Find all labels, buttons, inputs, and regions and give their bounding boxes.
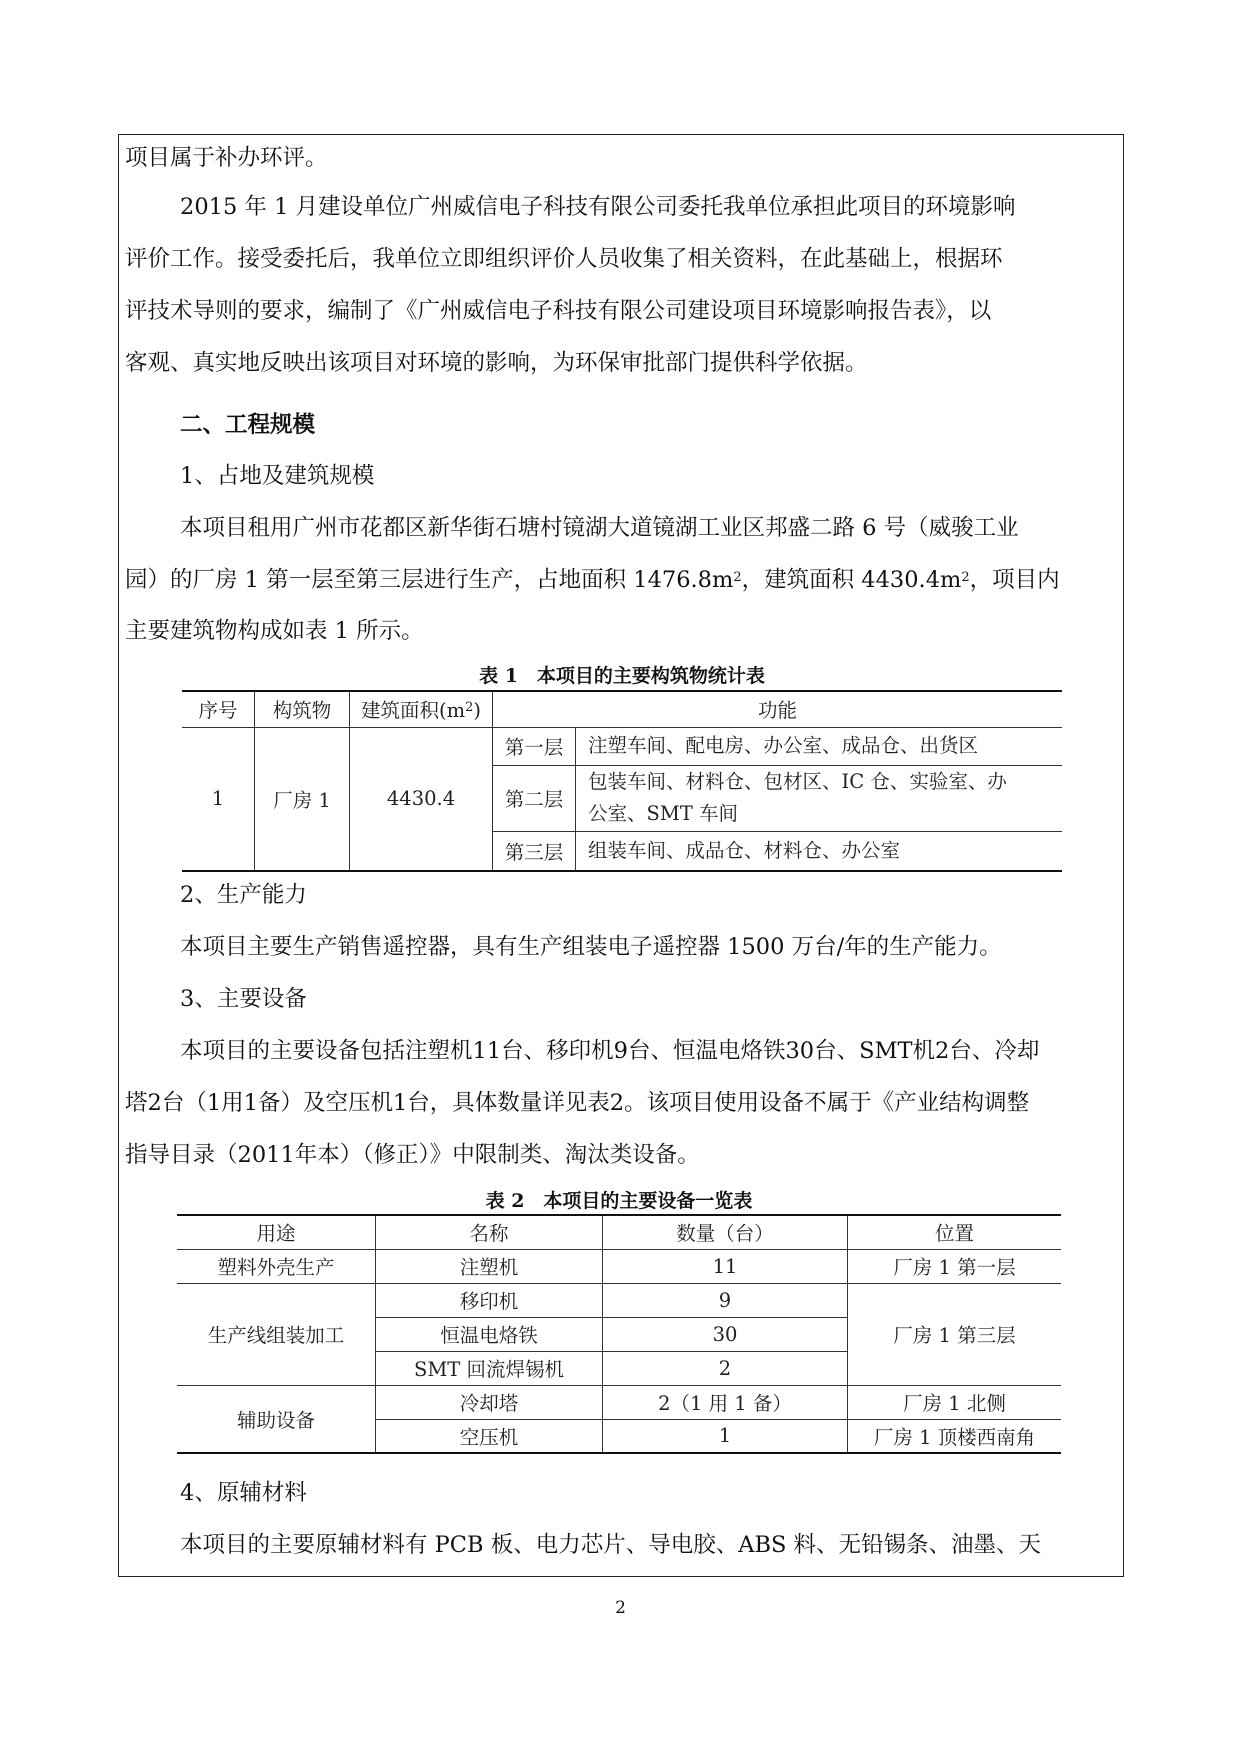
table-cell: 1	[182, 727, 255, 871]
structures-table	[182, 690, 1062, 872]
table-cell: 冷却塔	[376, 1385, 603, 1419]
subsection-heading: 1、占地及建筑规模	[180, 463, 375, 489]
table-cell: 恒温电烙铁	[376, 1317, 603, 1351]
table2-header: 用途	[177, 1215, 376, 1249]
paragraph-line: 塔2台（1用1备）及空压机1台，具体数量详见表2。该项目使用设备不属于《产业结构调整	[125, 1090, 1030, 1116]
table-cell: 2（1 用 1 备）	[603, 1385, 848, 1419]
table-cell: 辅助设备	[177, 1385, 376, 1453]
table-cell: 第一层	[493, 727, 576, 765]
table-cell: 移印机	[376, 1283, 603, 1317]
paragraph-line: 主要建筑物构成如表 1 所示。	[125, 618, 424, 644]
table2-caption: 表 2 本项目的主要设备一览表	[485, 1190, 753, 1212]
table-cell: 厂房 1 北侧	[848, 1385, 1062, 1419]
table-cell: 厂房 1 顶楼西南角	[848, 1419, 1062, 1453]
table-cell: 第三层	[493, 831, 576, 871]
table-cell: 厂房 1	[255, 727, 350, 871]
paragraph-line: 本项目主要生产销售遥控器，具有生产组装电子遥控器 1500 万台/年的生产能力。	[180, 934, 1002, 960]
paragraph-line: 本项目的主要设备包括注塑机11台、移印机9台、恒温电烙铁30台、SMT机2台、冷却	[180, 1038, 1040, 1064]
paragraph-line: 2015 年 1 月建设单位广州威信电子科技有限公司委托我单位承担此项目的环境影响	[180, 194, 1016, 220]
table-cell: 生产线组装加工	[177, 1283, 376, 1385]
table2-header: 数量（台）	[603, 1215, 848, 1249]
table1-header: 构筑物	[255, 691, 350, 727]
paragraph-line: 项目属于补办环评。	[125, 145, 328, 171]
equipment-table	[177, 1214, 1061, 1454]
table-cell: 4430.4	[350, 727, 493, 871]
table1-header: 功能	[493, 691, 1063, 727]
table-cell: 11	[603, 1249, 848, 1283]
paragraph-line: 评技术导则的要求，编制了《广州威信电子科技有限公司建设项目环境影响报告表》，以	[125, 298, 992, 324]
table-cell: 厂房 1 第一层	[848, 1249, 1062, 1283]
table-cell: 组装车间、成品仓、材料仓、办公室	[576, 831, 1063, 871]
paragraph-line: 客观、真实地反映出该项目对环境的影响，为环保审批部门提供科学依据。	[125, 350, 868, 376]
table-cell: 空压机	[376, 1419, 603, 1453]
table1-header: 建筑面积$(m^2)$	[350, 691, 493, 727]
paragraph-line: 园）的厂房 1 第一层至第三层进行生产，占地面积 $1476.8m^2$，建筑面积 $4430.4m^2$，项目内	[125, 567, 1060, 593]
table-cell: 包装车间、材料仓、包材区、IC 仓、实验室、办 公室、SMT 车间	[576, 765, 1063, 831]
paragraph-line: 指导目录（2011年本）（修正）》中限制类、淘汰类设备。	[125, 1142, 700, 1168]
table2-header: 位置	[848, 1215, 1062, 1249]
table2-header: 名称	[376, 1215, 603, 1249]
subsection-heading: 2、生产能力	[180, 882, 307, 908]
table-cell: 塑料外壳生产	[177, 1249, 376, 1283]
table-cell: 第二层	[493, 765, 576, 831]
table-cell: 1	[603, 1419, 848, 1453]
paragraph-line: 本项目的主要原辅材料有 PCB 板、电力芯片、导电胶、ABS 料、无铅锡条、油墨、天	[180, 1532, 1042, 1558]
paragraph-line: 本项目租用广州市花都区新华街石塘村镜湖大道镜湖工业区邦盛二路 6 号（威骏工业	[180, 515, 1019, 541]
page-number: 2	[615, 1598, 626, 1618]
table-cell: 2	[603, 1351, 848, 1385]
table-cell: 30	[603, 1317, 848, 1351]
table1-header: 序号	[182, 691, 255, 727]
table-cell: 注塑机	[376, 1249, 603, 1283]
table-cell: 9	[603, 1283, 848, 1317]
section-heading: 二、工程规模	[180, 412, 316, 438]
subsection-heading: 3、主要设备	[180, 986, 307, 1012]
table-cell: SMT 回流焊锡机	[376, 1351, 603, 1385]
table-cell: 厂房 1 第三层	[848, 1283, 1062, 1385]
table1-caption: 表 1 本项目的主要构筑物统计表	[479, 665, 765, 687]
paragraph-line: 评价工作。接受委托后，我单位立即组织评价人员收集了相关资料，在此基础上，根据环	[125, 246, 1003, 272]
subsection-heading: 4、原辅材料	[180, 1480, 307, 1506]
table-cell: 注塑车间、配电房、办公室、成品仓、出货区	[576, 727, 1063, 765]
